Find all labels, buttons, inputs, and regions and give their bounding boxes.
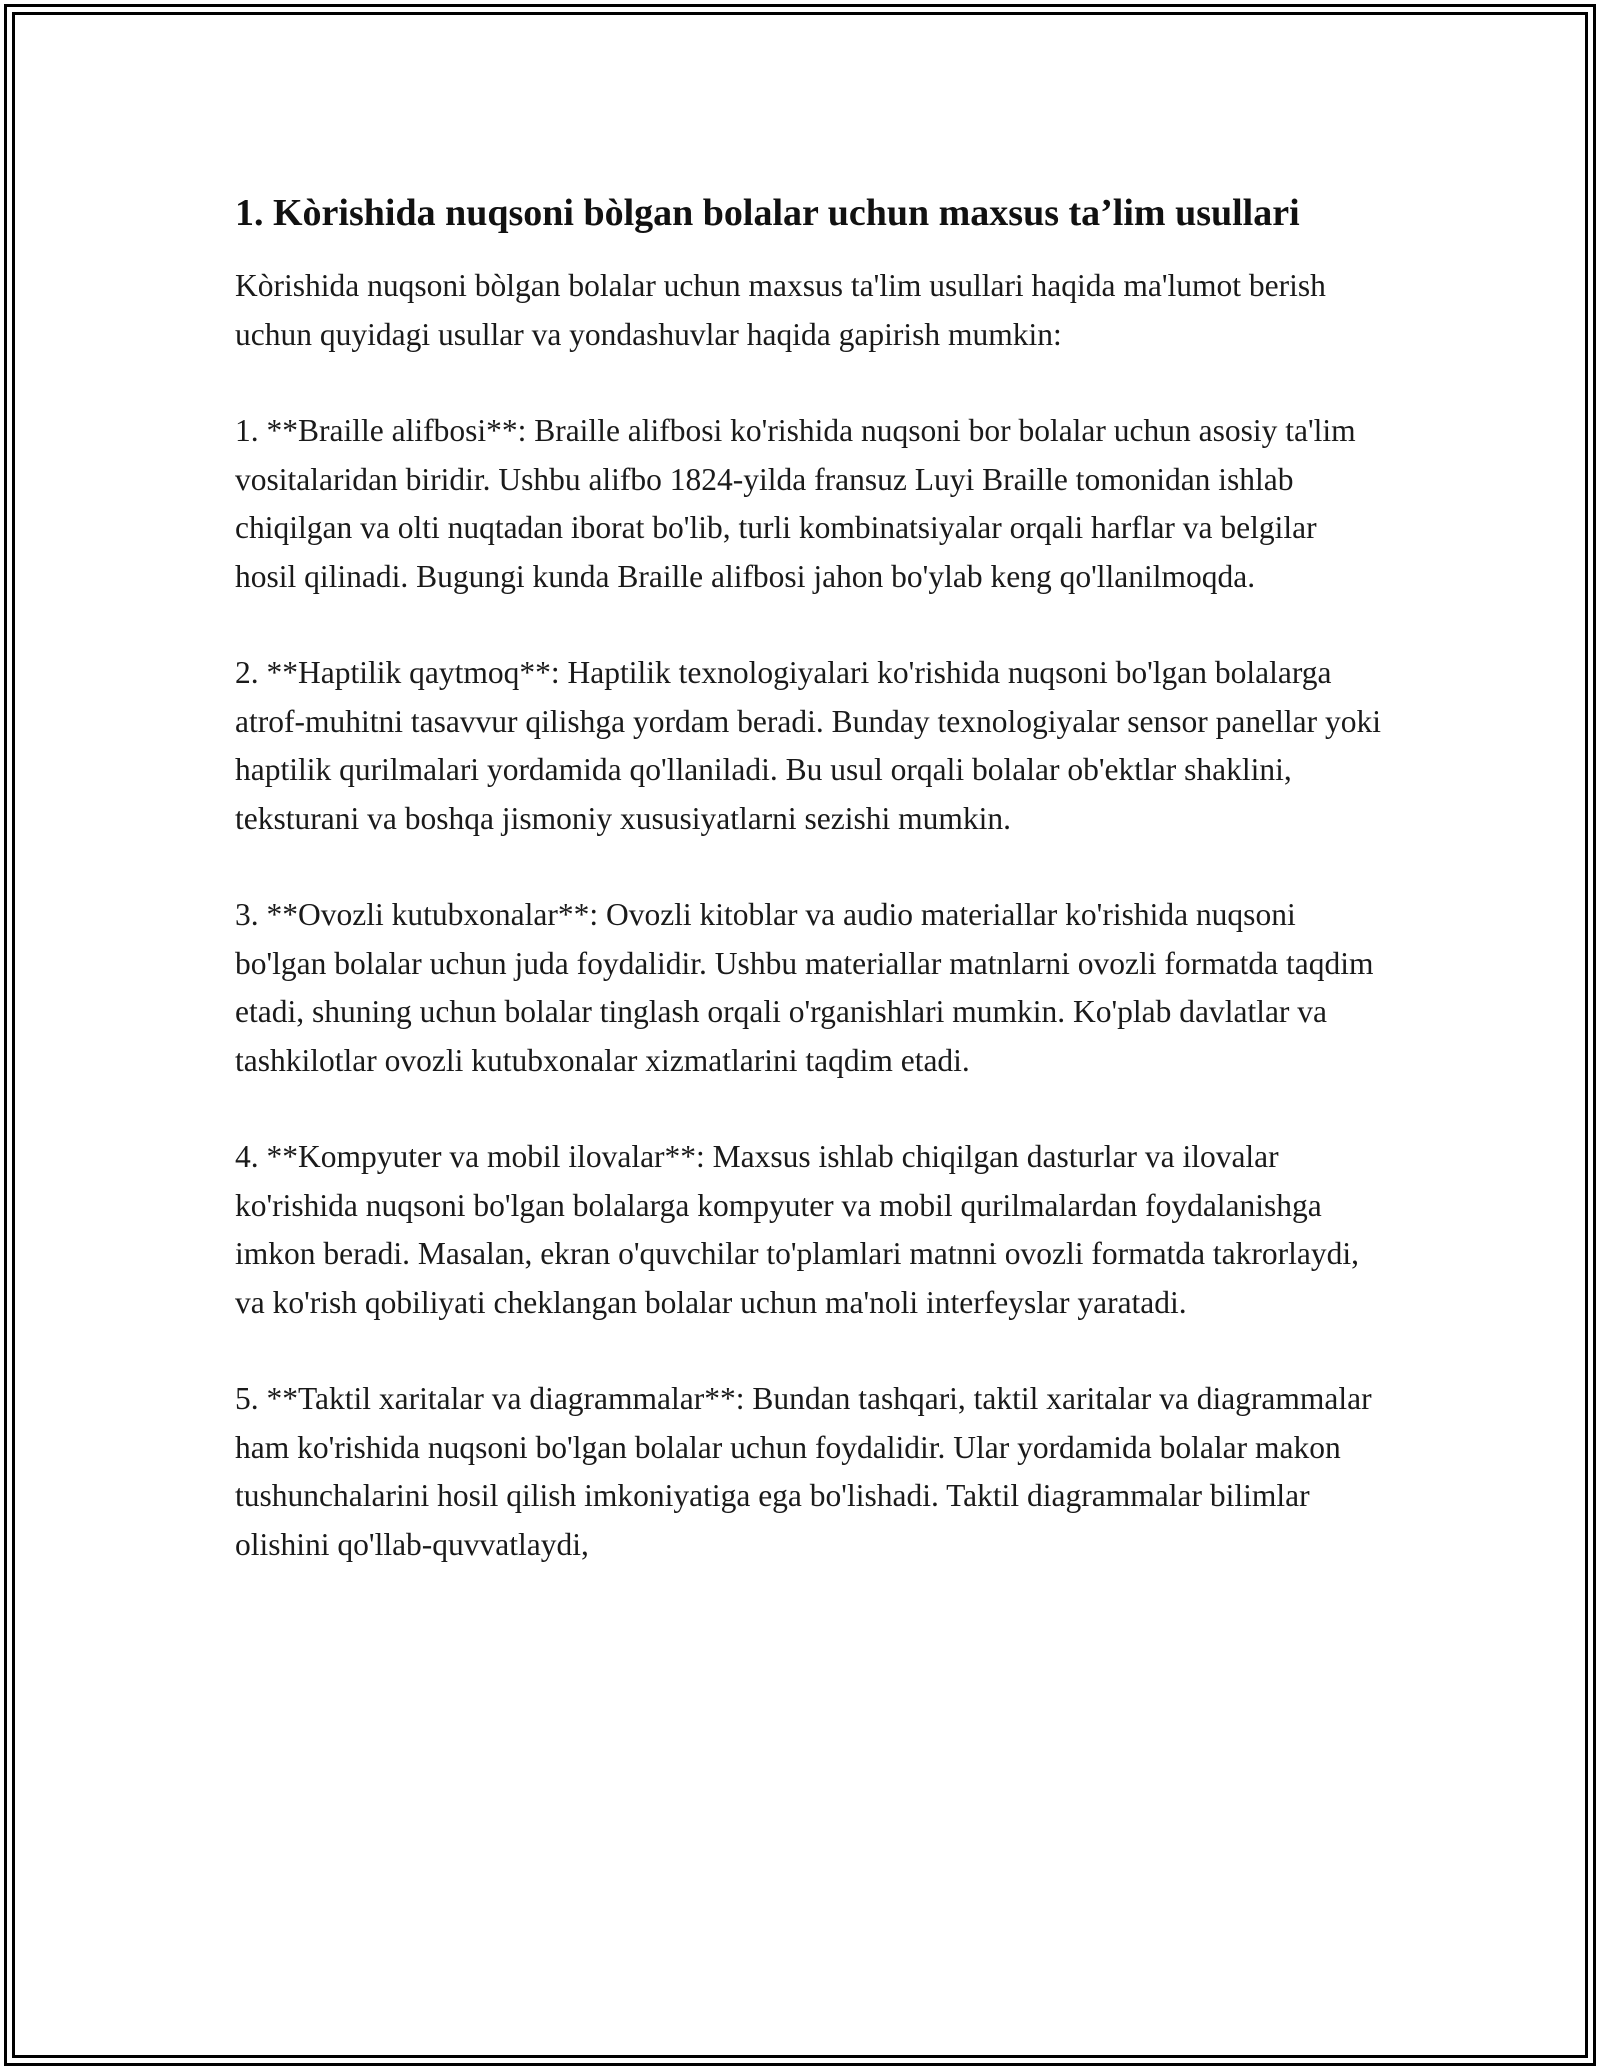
list-item-computer-mobile-apps: 4. **Kompyuter va mobil ilovalar**: Maxsus ishlab chiqilgan dasturlar va ilovalar ko'rishida nuqsoni bo'lgan bolalarga kompyuter va mobil qurilmalardan foydalanishga imkon beradi. Masalan, ekran o'quvchilar to'plamlari matnni ovozli formatda takrorlaydi, va ko'rish qobiliyati cheklangan bolalar uchun ma'noli interfeyslar yaratadi.: [235, 1139, 1360, 1320]
list-item-braille: 1. **Braille alifbosi**: Braille alifbosi ko'rishida nuqsoni bor bolalar uchun asosiy ta'lim vositalaridan biridir. Ushbu alifbo 1824-yilda fransuz Luyi Braille tomonidan ishlab chiqilgan va olti nuqtadan iborat bo'lib, turli kombinatsiyalar orqali harflar va belgilar hosil qilinadi. Bugungi kunda Braille alifbosi jahon bo'ylab keng qo'llanilmoqda.: [235, 413, 1356, 594]
list-item-tactile-maps: 5. **Taktil xaritalar va diagrammalar**: Bundan tashqari, taktil xaritalar va diagrammalar ham ko'rishida nuqsoni bo'lgan bolalar uchun foydalidir. Ular yordamida bolalar makon tushunchalarini hosil qilish imkoniyatiga ega bo'lishadi. Taktil diagrammalar bilimlar olishini qo'llab-quvvatlaydi,: [235, 1381, 1372, 1562]
document-heading: 1. Kòrishida nuqsoni bòlgan bolalar uchun maxsus ta’lim usullari: [235, 192, 1300, 234]
document-body: [235, 186, 1385, 1617]
list-item-haptic: 2. **Haptilik qaytmoq**: Haptilik texnologiyalari ko'rishida nuqsoni bo'lgan bolalarga atrof-muhitni tasavvur qilishga yordam beradi. Bunday texnologiyalar sensor panellar yoki haptilik qurilmalari yordamida qo'llaniladi. Bu usul orqali bolalar ob'ektlar shaklini, teksturani va boshqa jismoniy xususiyatlarni sezishi mumkin.: [235, 655, 1381, 836]
intro-paragraph: Kòrishida nuqsoni bòlgan bolalar uchun maxsus ta'lim usullari haqida ma'lumot berish uchun quyidagi usullar va yondashuvlar haqida gapirish mumkin:: [235, 268, 1326, 352]
list-item-audio-libraries: 3. **Ovozli kutubxonalar**: Ovozli kitoblar va audio materiallar ko'rishida nuqsoni bo'lgan bolalar uchun juda foydalidir. Ushbu materiallar matnlarni ovozli formatda taqdim etadi, shuning uchun bolalar tinglash orqali o'rganishlari mumkin. Ko'plab davlatlar va tashkilotlar ovozli kutubxonalar xizmatlarini taqdim etadi.: [235, 897, 1374, 1078]
